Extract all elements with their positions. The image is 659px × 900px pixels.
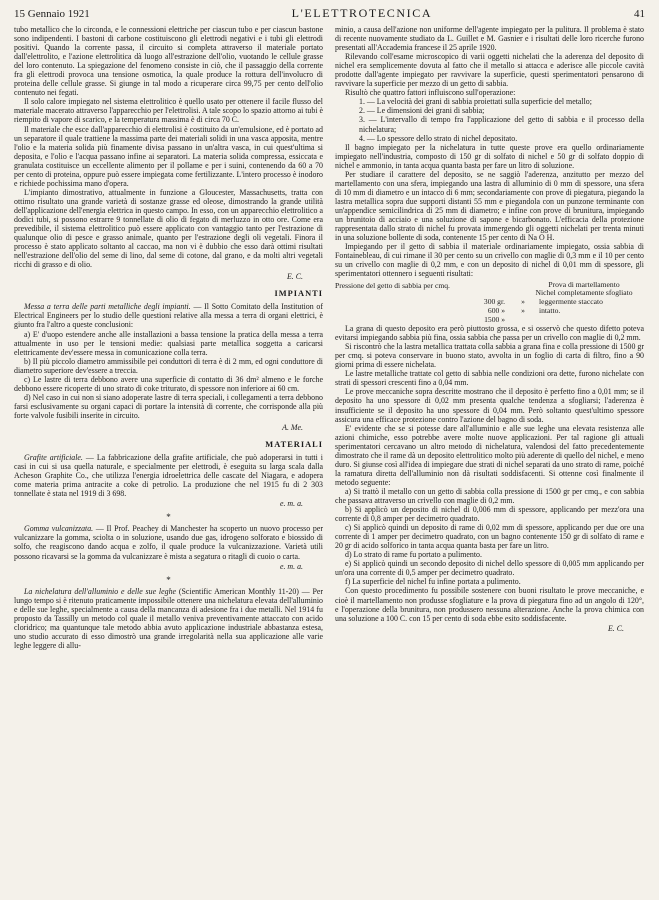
table-header-right: Prova di martellamento Nichel completamente sfogliato	[535, 280, 633, 298]
right-column	[335, 25, 644, 650]
paragraph: Il solo calore impiegato nel sistema elettrolitico è quello usato per ottenere il facile flusso del materiale macerato attraverso l'apparecchio per l'elettrolisi. A tale scopo lo spazio attorno ai tubi è riempito di vapore di scarico, e la temperatura massima è di circa 70 C.	[14, 97, 323, 125]
paragraph: c) Si applicò quindi un deposito di rame di 0,02 mm di spessore, applicando per due ore una corrente di 1 amper per decimetro quadrato, con un bagno contenente 150 gr di solfato di rame e 20 gr di acido solforico in tanta acqua quanta basta per fare un litro.	[335, 523, 644, 551]
paragraph: e) Si applicò quindi un secondo deposito di nichel dello spessore di 0,005 mm applicando per un'ora una corrente di 0,5 amper per decimetro quadrato.	[335, 559, 644, 578]
issue-date: 15 Gennaio 1921	[14, 8, 90, 20]
paragraph: Con questo procedimento fu possibile sostenere con buoni risultato le prove meccaniche, e cioè il martellamento non produsse sfogliature e la prova di piegatura fino ad un angolo di 120°, e l'operazione della brunitura, non produssero nessuna alterazione. Anche la prova chimica con una soluzione a 100 C. con 15 per cento di soda ebbe esito soddisfacente.	[335, 586, 644, 623]
article-title: Gomma vulcanizzata.	[24, 524, 94, 534]
article-paragraph: Gomma vulcanizzata. — Il Prof. Peachey di Manchester ha scoperto un nuovo processo per vulcanizzare la gomma, sciolta o in soluzione, usando due gas, idrogeno solforato e biossido di solfo, che reagiscono dando acqua e zolfo, il quale produce la vulcanizzazione. Varietà utili possono ricavarsi se la gomma da vulcanizzare è mista a segatura o ritagli di cuoio o carta.	[14, 524, 323, 561]
article-title: Grafite artificiale.	[24, 453, 83, 463]
journal-title: L'ELETTROTECNICA	[291, 6, 433, 20]
separator-star: *	[166, 512, 171, 523]
table-row: 300 gr. » leggermente staccato	[483, 297, 603, 307]
article-paragraph: Messa a terra delle parti metalliche degli impianti. — Il Sotto Comitato della Institution of Electrical Engineers per lo studio delle questioni relative alla messa a terra di organi elettrici, è giunto fra l'altro a queste conclusioni:	[14, 302, 323, 330]
paragraph: Le lastre metalliche trattate col getto di sabbia nelle condizioni ora dette, furono nichelate con strati di spessori crescenti fino a 0,04 mm.	[335, 369, 644, 388]
paragraph: tubo metallico che lo circonda, e le connessioni elettriche per ciascun tubo e per ciascun bastone sono indipendenti. I bastoni di carbone costituiscono gli elettrodi negativi e i tubi gli elettrodi positivi. Quando la corrente passa, il circuito si completa attraverso il materiale portato dall'elettrolito, e l'azione elettrolitica dà luogo all'estrazione dell'olio, vuotando le cellule grasse del loro contenuto. La spiegazione del fenomeno consiste in ciò, che il passaggio della corrente fra gli elettrodi provoca una tensione osmotica, la quale produce la rottura dell'involucro di proteina delle cellule grasse. Si giunge in tal modo a ricuperare circa 99,75 per cento dell'olio contenuto nei fegati.	[14, 25, 323, 98]
paragraph: a) E' d'uopo estendere anche alle installazioni a bassa tensione la pratica della messa a terra attualmente in uso per le tensioni medie: qualsiasi parte metallica soggetta a caricarsi elettricamente dev'essere messa in comunicazione colla terra.	[14, 329, 323, 357]
author-signature: e. m. a.	[279, 499, 303, 509]
paragraph: E' evidente che se si potesse dare all'alluminio e alle sue leghe una elevata resistenza alle azioni chimiche, esso potrebbe avere molte nuove applicazioni. Per tal ragione gli attuali sperimentatori cercavano un altro metodo di nichelatura, valendosi del fatto precedentemente dimostrato che il rame dà un deposito elettrolitico molto più aderente di quello del nichel, e meno duro. Si giunse così all'idea di impiegare due strati di nichel separati da uno strato di rame, poiché la ramatura diretta dell'alluminio non dà risultati soddisfacenti. Si ottenne così finalmente il metodo seguente:	[335, 423, 644, 487]
list-item: 4. — Lo spessore dello strato di nichel depositato.	[359, 133, 518, 143]
author-signature: E. C.	[607, 623, 624, 633]
factor-list	[335, 97, 644, 142]
paragraph: Per studiare il carattere del deposito, se ne saggiò l'aderenza, anzitutto per mezzo del martellamento con una sfera, impiegando una lastra di alluminio di 0 mm di spessore, una sfera di 10 mm di diametro e un intacco di 6 mm; secondariamente con prove di piegatura, piegando la lastra metallica sopra due supporti distanti 55 mm e piegandola con un punzone terminante con un'appendice semicilindrica di 25 mm di diametro; e infine con prove di brunitura, impiegando un brunitoio di acciaio e una soluzione di sapone e bicarbonato. L'efficacia della protezione rappresentata dallo strato di nichel fu provata immergendo gli oggetti nichelati per trenta minuti in una soluzione bollente di soda, contenente 15 per cento di Na O H.	[335, 169, 644, 243]
paragraph: Risultò che quattro fattori influiscono sull'operazione:	[345, 88, 516, 98]
paragraph: Impiegando per il getto di sabbia il materiale ordinariamente impiegato, ossia sabbia di Fontainebleau, di cui rimane il 30 per cento su un crivello con maglie di 0,3 mm e il 10 per cento su un crivello con maglie di 0,2 mm, e con un deposito di nichel di 0,01 mm di spessore, gli sperimentatori ottennero i seguenti risultati:	[335, 242, 644, 279]
paragraph: Rilevando coll'esame microscopico di varii oggetti nichelati che la aderenza del deposito di nichel era semplicemente dovuta al fatto che il metallo si attacca e aderisce alle piccole cavità prodotte dall'agente impiegato per ravvivare la superficie, questi sperimentatori pensarono di ravvivare la superficie per mezzo di un getto di sabbia.	[335, 52, 644, 89]
list-item: 1. — La velocità dei grani di sabbia proiettati sulla superficie del metallo;	[359, 97, 592, 107]
table-row: 1500 »	[484, 314, 505, 324]
article-paragraph: Grafite artificiale. — La fabbricazione della grafite artificiale, che può adoperarsi in tutti i casi in cui si usa quella naturale, e specialmente per elettrodi, è eseguita su larga scala dalla Acheson Graphite Co., che utilizza l'energia idroelettrica delle cascate del Niagara, e adopera come materia prima antracite a coke di petrolio. La produzione che nel 1915 fu di 2 303 tonnellate è stata nel 1919 di 3 698.	[14, 453, 323, 499]
paragraph: b) Si applicò un deposito di nichel di 0,006 mm di spessore, applicando per mezz'ora una corrente di 0,8 amper per decimetro quadrato.	[335, 505, 644, 524]
list-item: 2. — Le dimensioni dei grani di sabbia;	[359, 106, 485, 116]
left-column	[14, 25, 323, 650]
author-signature: E. C.	[286, 272, 303, 282]
results-table	[335, 281, 644, 324]
paragraph: b) Il più piccolo diametro ammissibile pei conduttori di terra è di 2 mm, ed ogni conduttore di diametro superiore dev'essere a treccia.	[14, 356, 323, 375]
table-row: 600 » » intatto.	[487, 305, 561, 315]
article-title: Messa a terra delle parti metalliche degli impianti.	[24, 302, 191, 312]
paragraph: Le prove meccaniche sopra descritte mostrano che il deposito è perfetto fino a 0,01 mm; se il deposito ha uno spessore di 0,02 mm presenta qualche tendenza a sfogliarsi; l'aderenza è insufficiente se il deposito ha uno spessore di 0,04 mm. Però soltanto quest'ultimo spessore assicura una efficace protezione contro l'azione del bagno di soda.	[335, 387, 644, 424]
running-header	[14, 6, 645, 22]
paragraph: Il materiale che esce dall'apparecchio di elettrolisi è costituito da un'emulsione, ed è portato ad un separatore il quale trattiene la massima parte dei materiali solidi in una vasca apposita, mentre l'olio e la materia solida più finamente divisa passano in un'altra vasca, in cui quest'ultima si deposita, e l'olio e l'acqua passano infine ai separatori. La materia solida compressa, essiccata e granulata costituisce un eccellente alimento per il pollame e per i suini, contenendo da 60 a 70 per cento di proteina, oppure può essere impiegata come fertilizzante. L'intero processo è inodoro e richiede pochissima mano d'opera.	[14, 124, 323, 188]
paragraph: f) La superficie del nichel fu infine portata a pulimento.	[345, 577, 521, 587]
section-heading-impianti: IMPIANTI	[274, 289, 323, 299]
page-number: 41	[634, 8, 645, 20]
table-header	[335, 281, 644, 297]
paragraph: c) Le lastre di terra debbono avere una superficie di contatto di 36 dm² almeno e le forche debbono essere ricoperte di uno strato di coke triturato, di spessore non inferiore ai 60 cm.	[14, 374, 323, 393]
article-title: La nichelatura dell'alluminio e delle sue leghe	[24, 586, 177, 596]
article-paragraph: La nichelatura dell'alluminio e delle sue leghe (Scientific American Monthly 11-20) — Per lungo tempo si è ritenuto praticamente impossibile ottenere una nichelatura elevata dell'alluminio e delle sue leghe, specialmente a causa della mancanza di adesione fra i due metalli. Nel 1914 fu proposto da Tassilly un metodo col quale il metallo veniva preventivamente attaccato con acido cloridrico; ma quantunque tale metodo abbia avuto applicazione industriale abbastanza estesa, uno studio accurato di esso dimostrò una grande irregolarità nella sua applicazione alle varie leghe leggere di allu-	[14, 586, 324, 650]
paragraph: d) Lo strato di rame fu portato a pulimento.	[345, 550, 482, 560]
paragraph: Il bagno impiegato per la nichelatura in tutte queste prove era quello ordinariamente impiegato nell'industria, composto di 150 gr di solfato di nichel e 50 gr di solfato doppio di nichel e ammonio, in tanta acqua quanta basta per fare un litro di soluzione.	[335, 142, 644, 170]
paragraph: minio, a causa dell'azione non uniforme dell'agente impiegato per la pulitura. Il problema è stato di recente nuovamente studiato da L. Guillet e M. Gasnier e i risultati delle loro ricerche furono presentati all'Accademia francese il 25 aprile 1920.	[335, 25, 644, 53]
paragraph: a) Si trattò il metallo con un getto di sabbia colla pressione di 1500 gr per cmq., e con sabbia che passava attraverso un crivello con maglie di 0,2 mm.	[335, 486, 644, 505]
section-heading-materiali: MATERIALI	[265, 440, 323, 450]
separator-star: *	[166, 574, 171, 585]
paragraph: L'impianto dimostrativo, attualmente in funzione a Gloucester, Massachusetts, tratta con ottimo risultato una grande varietà di sostanze grasse ed oleose, dimostrando la grande utilità dell'applicazione dell'energia elettrica in questo campo. In esso, con un apparecchio elettrolitico a dodici tubi, si possono estrarre 9 tonnellate di olio di fegato di merluzzo in otto ore. Come era prevedibile, il sistema elettrolitico può essere applicato con vantaggio tanto per l'estrazione di qualunque olio di pesce e grasso animale, quanto per l'estrazione degli oli vegetali. Finora il processo è stato applicato soltanto al caccao, ma non vi è dubbio che esso darà ottimi risultati nell'estrazione dell'olio del seme di lino, dal seme di cotone, dal grano, e da molti altri vegetali ricchi di grasso e di olio.	[14, 187, 323, 270]
author-signature: A. Me.	[282, 422, 303, 432]
table-header-left: Pressione del getto di sabbia per cmq.	[335, 281, 450, 291]
paragraph: d) Nel caso in cui non si siano adoperate lastre di terra speciali, i collegamenti a terra debbono farsi esclusivamente su organi capaci di portare la intensità di corrente, che corrisponde alla più forte valvole fusibili inserite in circuito.	[14, 392, 323, 420]
author-signature: e. m. a.	[279, 561, 303, 571]
list-item: 3. — L'intervallo di tempo fra l'applicazione del getto di sabbia e il processo della nichelatura;	[359, 115, 644, 134]
paragraph: Si riscontrò che la lastra metallica trattata colla sabbia a grana fina e colla pressione di 1500 gr per cmq. si poteva conservare in buono stato, avvolta in un foglio di carta di filtro, fino a 90 giorni prima di essere nichelata.	[335, 342, 644, 370]
paragraph: La grana di questo deposito era però piuttosto grossa, e si osservò che questo difetto poteva evitarsi impiegando sabbia più fina, ossia sabbia che passa per un crivello con maglie di 0,2 mm.	[335, 324, 644, 343]
